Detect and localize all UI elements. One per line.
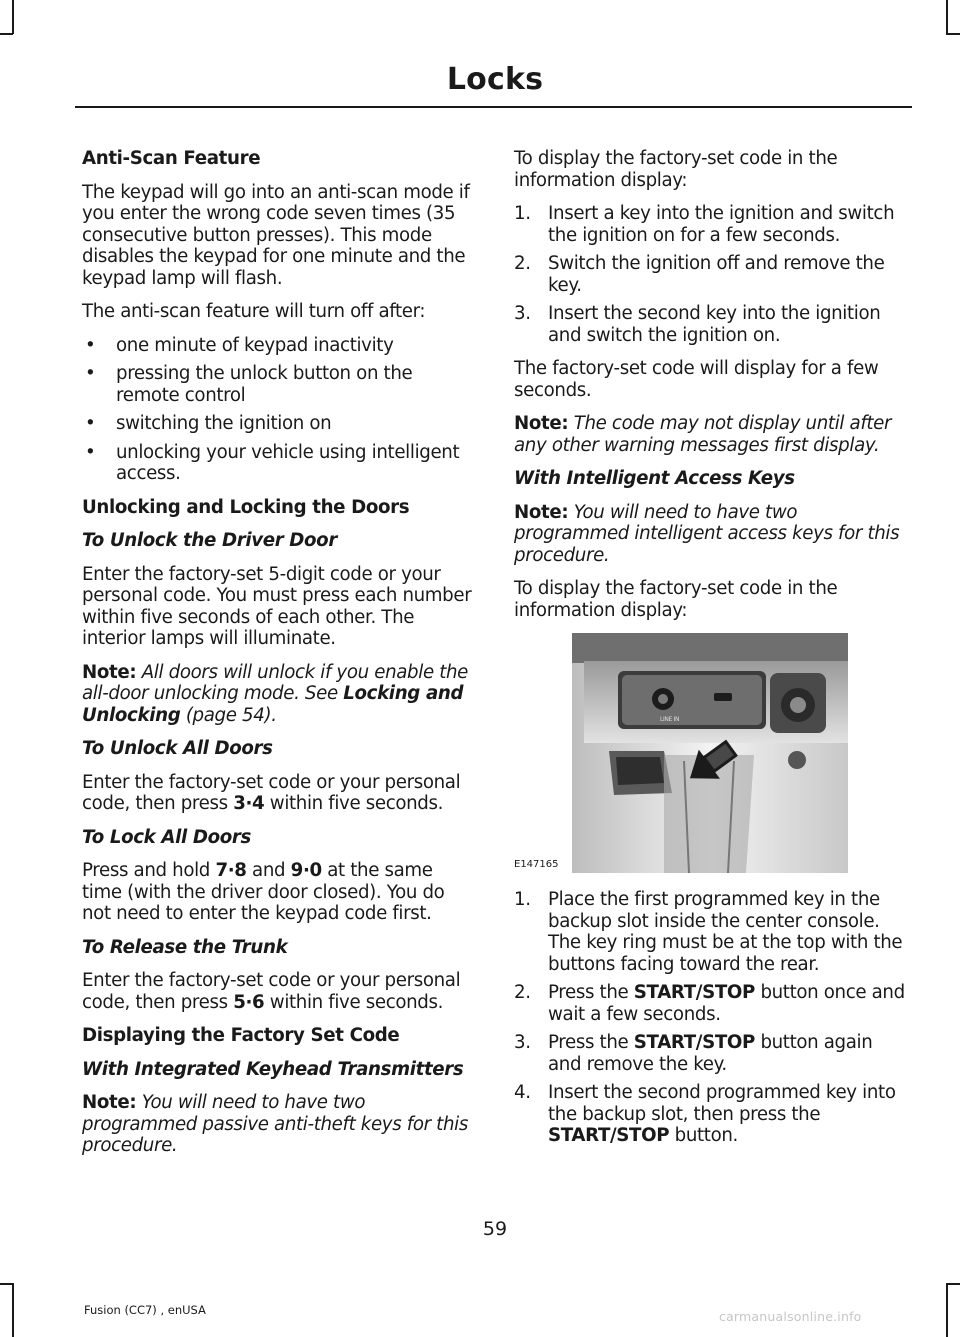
crop-mark	[946, 1283, 960, 1285]
text-segment: at the same time (with the driver door closed). You do not need to enter the keypad code first.	[82, 860, 445, 924]
list-item: • one minute of keypad inactivity	[82, 335, 477, 357]
list-item: 2. Press the START/STOP button once and wait a few seconds.	[514, 982, 905, 1025]
turn-off-list	[82, 335, 477, 485]
step-text: Insert the second key into the ignition and switch the ignition on.	[548, 303, 881, 346]
footer-model: Fusion (CC7) , enUSA	[84, 1303, 206, 1317]
intelligent-access-steps	[514, 889, 909, 1147]
note-all-door	[82, 662, 477, 727]
page-number: 59	[482, 1218, 508, 1240]
key-combo: 3·4	[233, 793, 265, 814]
note-passive-keys	[82, 1092, 477, 1157]
text-segment: Enter the factory-set code or your personal code, then press	[82, 771, 461, 814]
note-intelligent-keys	[514, 502, 909, 567]
driver-door-paragraph: Enter the factory-set 5-digit code or your personal code. You must press each number within five seconds of each other. The interior lamps will illuminate.	[82, 563, 472, 649]
note-text: You will need to have two programmed intelligent access keys for this procedure.	[514, 501, 900, 566]
left-column	[82, 148, 477, 1169]
trunk-paragraph	[82, 970, 477, 1013]
watermark: carmanualsonline.info	[719, 1309, 862, 1324]
unlock-lock-heading: Unlocking and Locking the Doors	[82, 496, 410, 518]
note-text: You will need to have two programmed passive anti-theft keys for this procedure.	[82, 1092, 468, 1156]
crop-mark	[12, 0, 14, 34]
note-label: Note:	[82, 1092, 137, 1113]
anti-scan-paragraph: The keypad will go into an anti-scan mode if you enter the wrong code seven times (35 consecutive button presses). This mode disables the keypad for one minute and the keypad lamp will flash.	[82, 181, 470, 289]
display-intro-2: To display the factory-set code in the information display:	[514, 578, 838, 621]
text-segment: within five seconds.	[269, 793, 444, 814]
figure-id: E147165	[514, 858, 559, 870]
turn-off-intro: The anti-scan feature will turn off after:	[82, 301, 426, 322]
list-item: 1. Insert a key into the ignition and switch the ignition on for a few seconds.	[514, 203, 895, 246]
text-segment: button.	[674, 1125, 738, 1146]
integrated-keyhead-heading: With Integrated Keyhead Transmitters	[82, 1058, 464, 1080]
key-combo: 9·0	[290, 860, 322, 881]
note-warning-messages	[514, 413, 909, 456]
list-item: • unlocking your vehicle using intelligent access.	[82, 442, 477, 485]
crop-mark	[0, 33, 13, 35]
unlock-all-paragraph	[82, 772, 477, 815]
note-text: The code may not display until after any other warning messages first display.	[514, 413, 892, 456]
page-title: Locks	[446, 62, 544, 97]
button-name: START/STOP	[633, 1032, 755, 1053]
text-segment: button once and wait a few seconds.	[548, 982, 905, 1025]
button-name: START/STOP	[633, 982, 755, 1003]
page-reference: (page 54).	[185, 704, 277, 726]
trunk-heading: To Release the Trunk	[82, 936, 288, 958]
text-segment: within five seconds.	[269, 991, 444, 1013]
display-intro: To display the factory-set code in the information display:	[514, 148, 838, 191]
note-label: Note:	[82, 661, 137, 683]
text-segment: Press the	[548, 1032, 629, 1053]
ignition-steps	[514, 203, 909, 346]
step-text: Insert a key into the ignition and switch the ignition on for a few seconds.	[548, 203, 895, 246]
note-label: Note:	[514, 501, 569, 523]
display-code-heading: Displaying the Factory Set Code	[82, 1025, 400, 1046]
text-segment: and	[252, 860, 286, 881]
list-item: • pressing the unlock button on the remote control	[82, 363, 477, 406]
lock-all-paragraph	[82, 860, 477, 925]
list-item: 4. Insert the second programmed key into the backup slot, then press the START/STOP button.	[514, 1082, 896, 1146]
console-figure	[514, 633, 908, 873]
crop-mark	[946, 33, 960, 35]
lock-all-heading: To Lock All Doors	[82, 826, 251, 848]
text-segment: Enter the factory-set code or your personal code, then press	[82, 970, 461, 1013]
anti-scan-heading: Anti-Scan Feature	[82, 148, 261, 169]
right-column	[514, 148, 909, 1159]
text-segment: Press and hold	[82, 860, 210, 881]
driver-door-heading: To Unlock the Driver Door	[82, 530, 337, 551]
list-item: 2. Switch the ignition off and remove the key.	[514, 253, 885, 296]
unlock-all-heading: To Unlock All Doors	[82, 738, 273, 759]
list-item: 3. Insert the second key into the ignition and switch the ignition on.	[514, 303, 881, 346]
text-segment: button again and remove the key.	[548, 1032, 873, 1075]
list-item: 1. Place the first programmed key in the backup slot inside the center console. The key ring must be at the top with the buttons facing toward the rear.	[514, 889, 903, 975]
step-text: Place the first programmed key in the backup slot inside the center console. The key ring must be at the top with the buttons facing toward the rear.	[548, 889, 903, 975]
note-label: Note:	[514, 413, 569, 434]
key-combo: 5·6	[233, 991, 265, 1013]
text-segment: Insert the second programmed key into the backup slot, then press the	[548, 1082, 896, 1125]
crop-mark	[12, 1283, 14, 1337]
cross-reference-link[interactable]: Locking and Unlocking	[82, 683, 464, 726]
code-display-paragraph: The factory-set code will display for a few seconds.	[514, 358, 879, 401]
intelligent-access-heading: With Intelligent Access Keys	[514, 468, 795, 489]
line-in-label: LINE IN	[660, 716, 680, 723]
header-divider	[75, 106, 912, 108]
crop-mark	[946, 0, 948, 34]
list-item: 3. Press the START/STOP button again and remove the key.	[514, 1032, 873, 1075]
text-segment: Press the	[548, 982, 629, 1003]
button-name: START/STOP	[548, 1125, 670, 1146]
step-text: Switch the ignition off and remove the key.	[548, 253, 885, 296]
note-text: All doors will unlock if you enable the all-door unlocking mode. See	[82, 661, 469, 704]
key-combo: 7·8	[215, 860, 247, 881]
console-illustration	[514, 633, 908, 873]
crop-mark	[946, 1283, 948, 1337]
list-item: • switching the ignition on	[82, 413, 477, 435]
